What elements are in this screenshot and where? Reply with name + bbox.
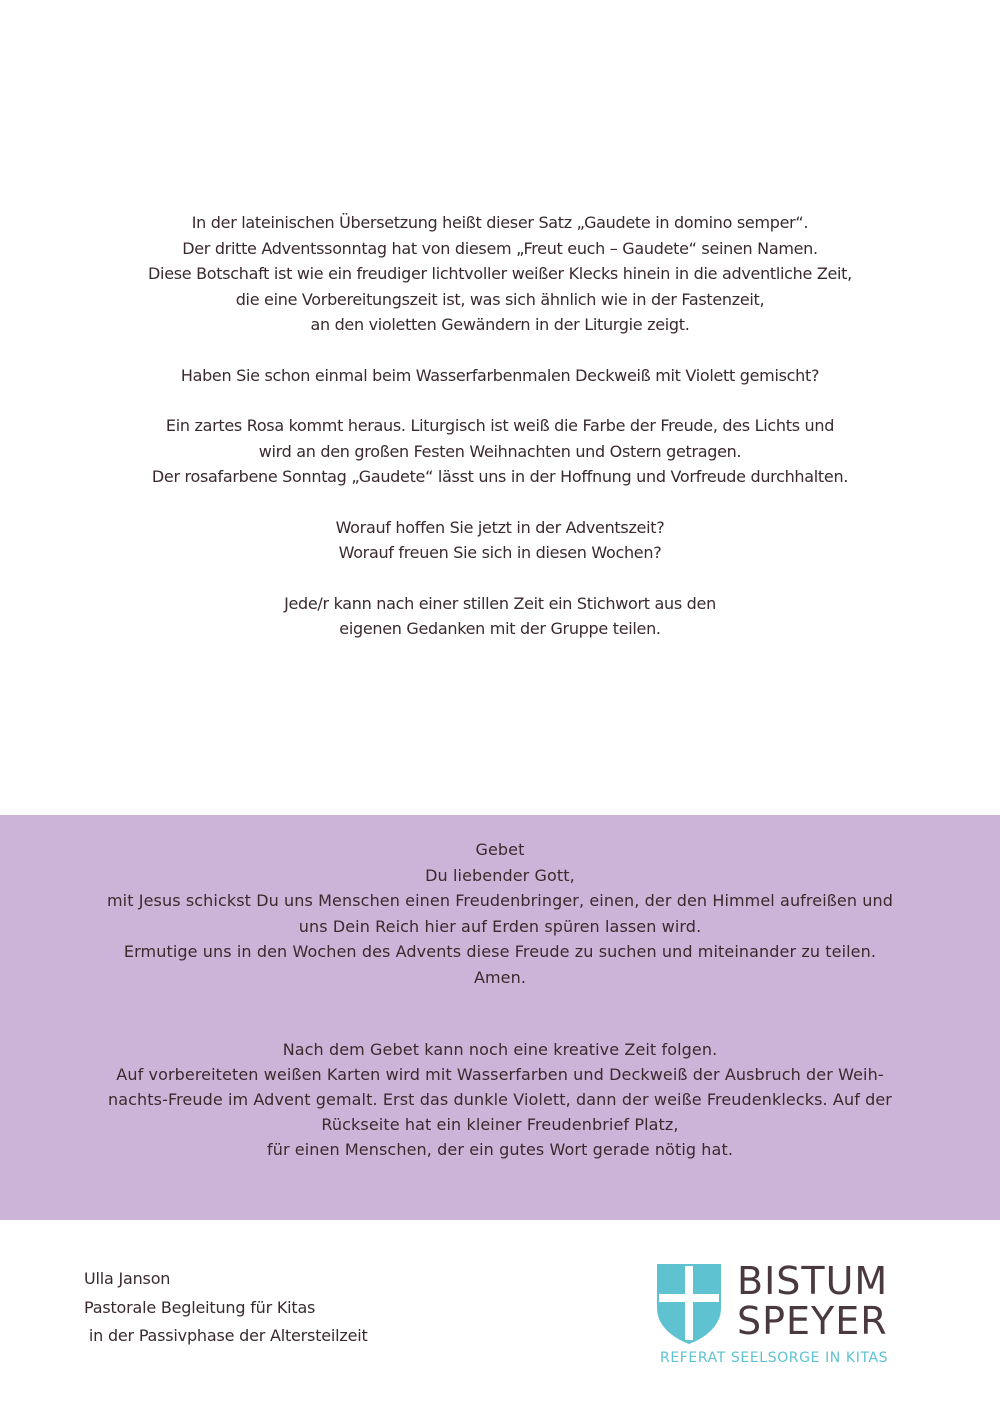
text-line: Nach dem Gebet kann noch eine kreative Zeit folgen. [282, 1040, 718, 1059]
prayer-title: Gebet [475, 840, 525, 859]
text-line: In der lateinischen Übersetzung heißt dieser Satz „Gaudete in domino semper“. [191, 213, 809, 232]
author-phase: in der Passivphase der Altersteilzeit [84, 1326, 368, 1345]
text-line: Diese Botschaft ist wie ein freudiger lichtvoller weißer Klecks hinein in die adventliche Zeit, [148, 264, 852, 283]
text-line: an den violetten Gewändern in der Liturgie zeigt. [310, 315, 690, 334]
author-block [84, 1265, 368, 1351]
intro-paragraph-5 [0, 591, 1000, 642]
text-line: Worauf hoffen Sie jetzt in der Adventszeit? [335, 517, 665, 537]
text-line: eigenen Gedanken mit der Gruppe teilen. [339, 619, 661, 638]
logo-line-2: SPEYER [737, 1299, 888, 1343]
intro-text [0, 210, 1000, 667]
text-line: Ein zartes Rosa kommt heraus. Liturgisch ist weiß die Farbe der Freude, des Lichts und [165, 416, 835, 435]
text-line: Der rosafarbene Sonntag „Gaudete“ lässt uns in der Hoffnung und Vorfreude durchhalten. [151, 467, 849, 486]
creative-text [0, 1037, 1000, 1162]
logo-tagline: REFERAT SEELSORGE IN KITAS [660, 1350, 889, 1366]
text-line: Amen. [473, 967, 527, 987]
text-line: Auf vorbereiteten weißen Karten wird mit Wasserfarben und Deckweiß der Ausbruch der Weih- [116, 1065, 884, 1084]
intro-paragraph-2 [0, 363, 1000, 389]
text-line: nachts-Freude im Advent gemalt. Erst das dunkle Violett, dann der weiße Freudenklecks. Auf der [108, 1090, 892, 1109]
shield-cross-icon [657, 1264, 721, 1344]
text-line: die eine Vorbereitungszeit ist, was sich ähnlich wie in der Fastenzeit, [235, 289, 765, 309]
text-line: uns Dein Reich hier auf Erden spüren lassen wird. [298, 916, 702, 936]
intro-paragraph-4 [0, 515, 1000, 566]
prayer-section [0, 815, 1000, 1220]
text-line: Du liebender Gott, [425, 865, 575, 885]
prayer-text [0, 837, 1000, 990]
text-line: Haben Sie schon einmal beim Wasserfarbenmalen Deckweiß mit Violett gemischt? [180, 365, 820, 385]
intro-paragraph-3 [0, 413, 1000, 490]
author-name: Ulla Janson [84, 1269, 171, 1288]
text-line: Jede/r kann nach einer stillen Zeit ein Stichwort aus den [284, 593, 716, 613]
text-line: Der dritte Adventssonntag hat von diesem „Freut euch – Gaudete“ seinen Namen. [182, 238, 818, 258]
author-role: Pastorale Begleitung für Kitas [84, 1297, 316, 1317]
text-line: Worauf freuen Sie sich in diesen Wochen? [338, 543, 662, 562]
text-line: wird an den großen Festen Weihnachten und Ostern getragen. [258, 441, 742, 461]
text-line: für einen Menschen, der ein gutes Wort gerade nötig hat. [266, 1140, 734, 1159]
logo-line-1: BISTUM [737, 1259, 889, 1303]
text-line: mit Jesus schickst Du uns Menschen einen Freudenbringer, einen, der den Himmel aufreißen und [106, 891, 894, 910]
text-line: Ermutige uns in den Wochen des Advents diese Freude zu suchen und miteinander zu teilen. [123, 942, 877, 961]
bistum-speyer-logo [657, 1259, 937, 1372]
intro-paragraph-1 [0, 210, 1000, 338]
text-line: Rückseite hat ein kleiner Freudenbrief Platz, [321, 1115, 679, 1134]
